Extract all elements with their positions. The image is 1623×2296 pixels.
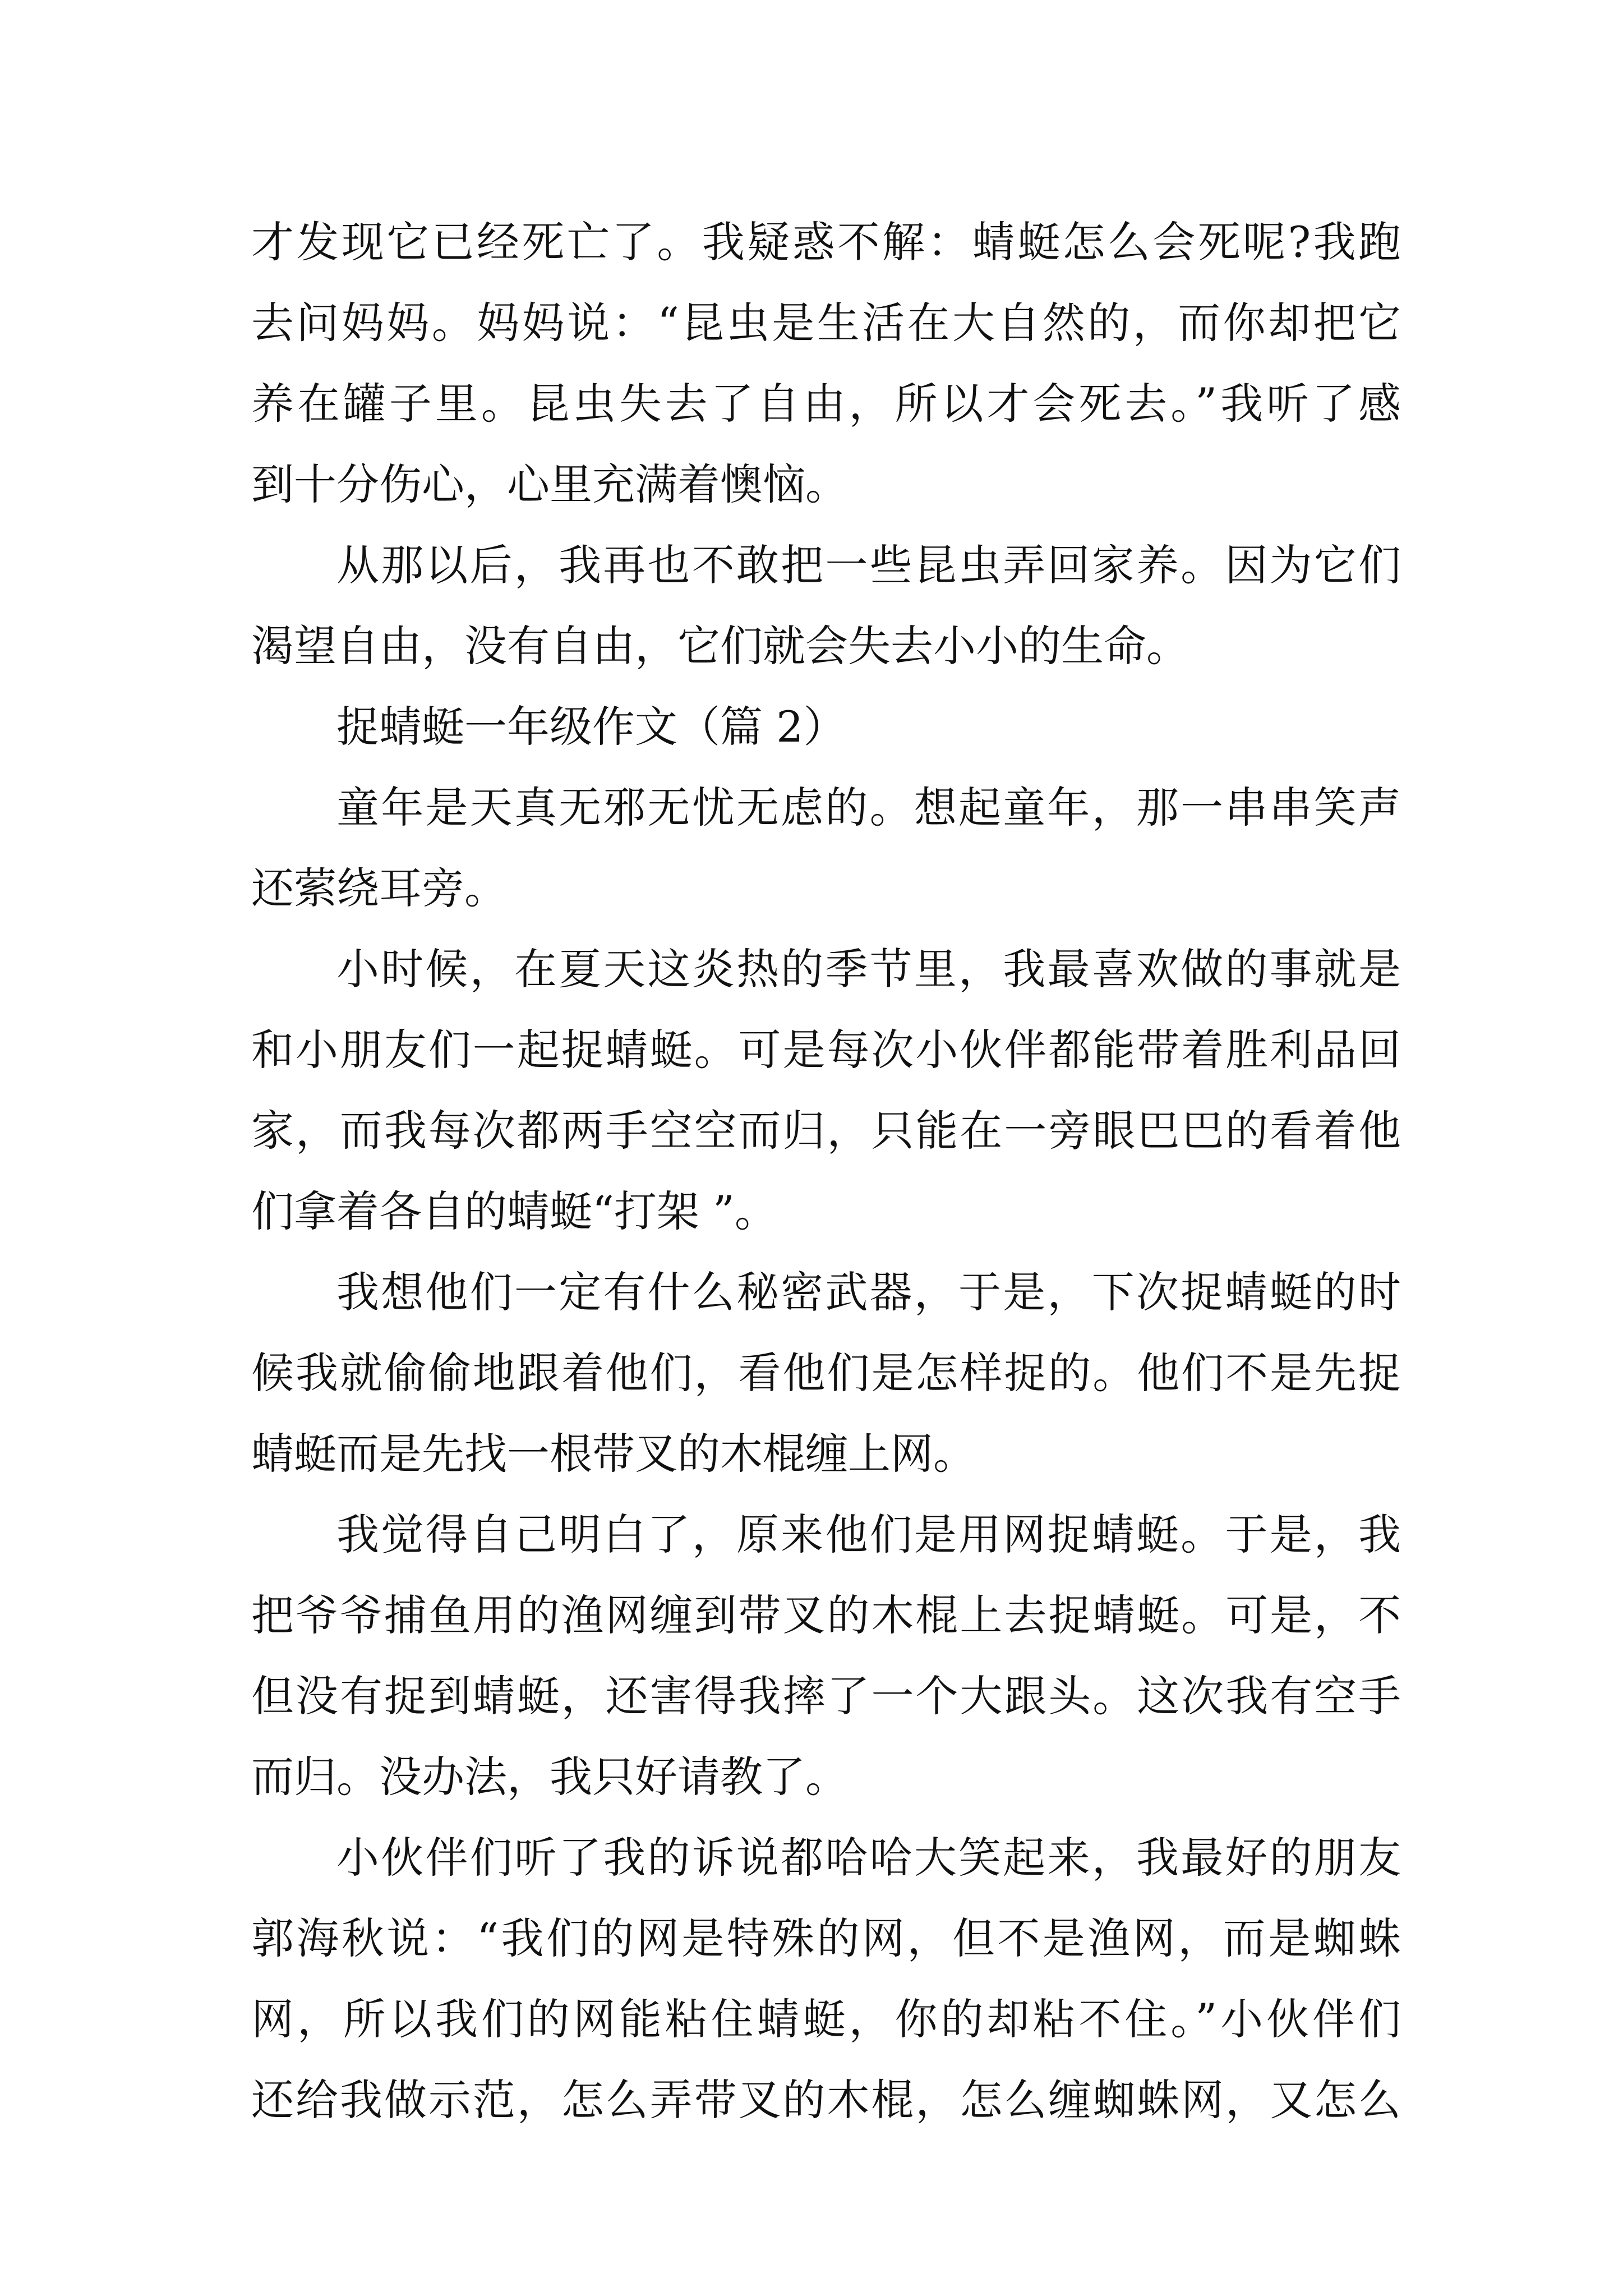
text-line: 但没有捉到蜻蜓，还害得我摔了一个大跟头。这次我有空手 [251, 1671, 1401, 1721]
text-line: 我觉得自己明白了，原来他们是用网捉蜻蜓。于是，我 [336, 1510, 1401, 1559]
text-line: 而归。没办法，我只好请教了。 [251, 1752, 848, 1802]
text-line: 和小朋友们一起捉蜻蜓。可是每次小伙伴都能带着胜利品回 [251, 1025, 1401, 1075]
text-line: 候我就偷偷地跟着他们，看他们是怎样捉的。他们不是先捉 [251, 1348, 1401, 1398]
text-line: 才发现它已经死亡了。我疑惑不解：蜻蜓怎么会死呢?我跑 [251, 217, 1401, 267]
text-line: 小时候，在夏天这炎热的季节里，我最喜欢做的事就是 [336, 944, 1401, 994]
text-line: 养在罐子里。昆虫失去了自由，所以才会死去。”我听了感 [251, 379, 1401, 429]
text-line: 从那以后，我再也不敢把一些昆虫弄回家养。因为它们 [336, 540, 1401, 590]
text-line: 家，而我每次都两手空空而归，只能在一旁眼巴巴的看着他 [251, 1106, 1401, 1156]
text-line: 蜻蜓而是先找一根带叉的木棍缠上网。 [251, 1429, 976, 1479]
text-line: 小伙伴们听了我的诉说都哈哈大笑起来，我最好的朋友 [336, 1833, 1401, 1883]
text-line: 到十分伤心，心里充满着懊恼。 [251, 459, 848, 509]
text-line: 们拿着各自的蜻蜓“打架 ”。 [251, 1186, 777, 1236]
text-line: 去问妈妈。妈妈说：“昆虫是生活在大自然的，而你却把它 [251, 298, 1401, 348]
document-body [251, 202, 1401, 2141]
text-line: 我想他们一定有什么秘密武器，于是，下次捉蜻蜓的时 [336, 1267, 1401, 1317]
text-line: 童年是天真无邪无忧无虑的。想起童年，那一串串笑声 [336, 783, 1401, 832]
text-line: 网，所以我们的网能粘住蜻蜓，你的却粘不住。”小伙伴们 [251, 1994, 1401, 2044]
text-line: 渴望自由，没有自由，它们就会失去小小的生命。 [251, 621, 1189, 671]
section-heading: 捉蜻蜓一年级作文（篇 2） [336, 702, 846, 752]
text-line: 还给我做示范，怎么弄带叉的木棍，怎么缠蜘蛛网，又怎么 [251, 2075, 1401, 2125]
text-line: 把爷爷捕鱼用的渔网缠到带叉的木棍上去捉蜻蜓。可是，不 [251, 1590, 1401, 1640]
text-line: 郭海秋说：“我们的网是特殊的网，但不是渔网，而是蜘蛛 [251, 1913, 1401, 1963]
text-line: 还萦绕耳旁。 [251, 863, 507, 913]
